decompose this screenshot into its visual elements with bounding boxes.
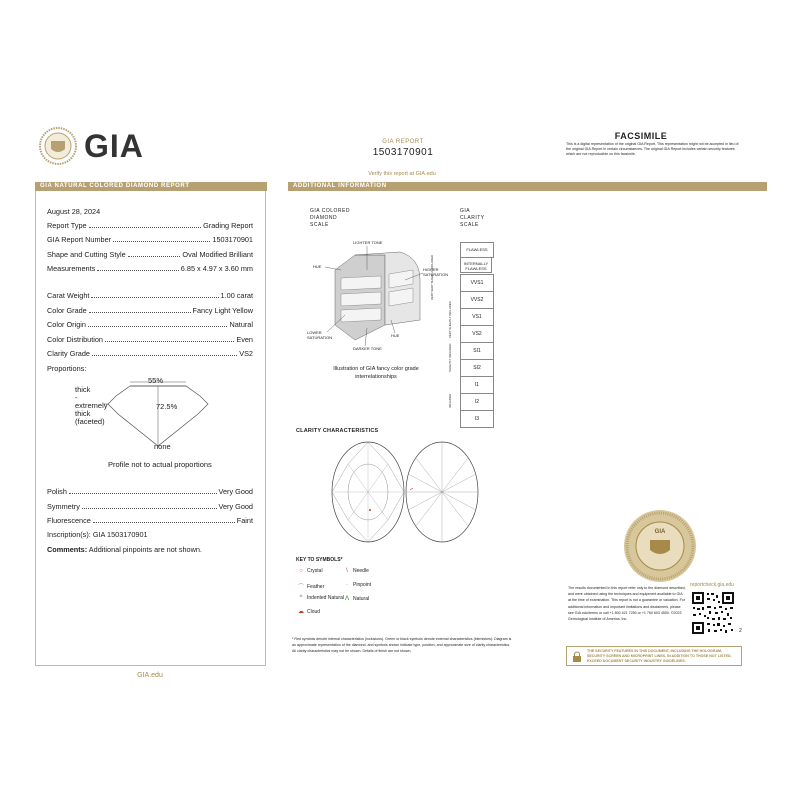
gia-logo-text: GIA [84, 128, 144, 164]
qr-code[interactable] [690, 590, 736, 636]
facsimile-title: FACSIMILE [614, 131, 668, 141]
row-report-type: Report Type Grading Report [47, 221, 253, 230]
natural-icon: ᐱ [344, 596, 350, 602]
report-check-link[interactable]: reportcheck.gia.edu [690, 582, 734, 588]
clarity-si2: SI2 [460, 359, 494, 377]
gia-seal [623, 509, 697, 583]
row-fluorescence: Fluorescence Faint [47, 516, 253, 525]
key-crystal: ○ Crystal [299, 568, 323, 574]
feather-icon: ⌒ [298, 585, 305, 591]
oval-plot-icon [330, 440, 480, 545]
clarity-vs2: VS2 [460, 325, 494, 343]
label-lower-saturation: LOWER SATURATION [307, 330, 333, 340]
clarity-scale-title: GIA CLARITY SCALE [460, 208, 485, 228]
row-clarity: Clarity Grade VS2 [47, 349, 253, 358]
row-carat: Carat Weight 1.00 carat [47, 291, 253, 300]
cloud-icon: ☁ [298, 609, 304, 615]
clarity-si1: SI1 [460, 342, 494, 360]
row-polish: Polish Very Good [47, 487, 253, 496]
label-hue-2: HUE [391, 333, 400, 338]
report-date: August 28, 2024 [47, 207, 101, 216]
report-label: GIA REPORT [382, 139, 424, 145]
security-note: THE SECURITY FEATURES IN THIS DOCUMENT, INCLUDING THE HOLOGRAM, SECURITY SCREEN AND MICROPRINT LINES, IN ADDITION TO THOSE NOT LISTED, EXCEED DOCUMENT SECURITY INDUSTRY GUIDELINES. [587, 649, 732, 663]
key-indented-natural: ^ Indented Natural [299, 595, 344, 601]
clarity-group-vvs: VERY VERY SLIGHTLY INCLUDED [430, 255, 434, 300]
row-color-origin: Color Origin Natural [47, 320, 253, 329]
key-footnote: * Red symbols denote internal characteristics (inclusions). Green or black symbols denote external characteristics (blemishes). Diagram is an approximate representation of the diamond, and symbols shown indicate type, position, and approximate size of clarity characteristics. All clarity characteristics may not be shown. Details of finish are not shown. [292, 637, 512, 653]
pinpoint-icon: · [346, 582, 348, 588]
color-scale-title: GIA COLORED DIAMOND SCALE [310, 208, 350, 228]
gia-seal-icon [38, 126, 78, 166]
color-scale-diagram [305, 240, 449, 360]
disclaimer: The results documented in this report refer only to the diamond described, and were obtained using the techniques and equipment available to GIA at the time of examination. This report is not a guarantee or valuation. For additional information and important limitations and disclaimers, please see GIA.edu/terms or call +1 800 421 7250 or +1 760 603 4500. ©2023 Gemological Institute of America, Inc. [568, 586, 686, 622]
key-natural: ᐱ Natural [344, 595, 370, 602]
row-measurements: Measurements 6.85 x 4.97 x 3.60 mm [47, 264, 253, 273]
crystal-icon: ○ [299, 568, 303, 574]
gia-logo [38, 128, 168, 166]
facsimile-note: This is a digital representation of the original GIA Report. This representation might not be accepted in lieu of the original GIA Report in certain circumstances. The original GIA Report includes certain security features which are not reproducible on this facsimile. [566, 142, 739, 156]
key-title: KEY TO SYMBOLS* [296, 557, 343, 563]
plot-diagram [330, 440, 480, 545]
row-color-grade: Color Grade Fancy Light Yellow [47, 306, 253, 315]
label-hue: HUE [313, 264, 322, 269]
proportions-label: Proportions: [47, 364, 87, 373]
clarity-if: INTERNALLY FLAWLESS [460, 257, 492, 273]
row-color-distribution: Color Distribution Even [47, 335, 253, 344]
clarity-group-si: SLIGHTLY INCLUDED [448, 343, 452, 372]
indented-natural-icon: ^ [299, 595, 303, 601]
clarity-vvs2: VVS2 [460, 291, 494, 309]
footer-link[interactable]: GIA.edu [137, 672, 163, 679]
lock-icon [571, 651, 583, 663]
label-darker-tone: DARKER TONE [353, 346, 382, 351]
clarity-i2: I2 [460, 393, 494, 411]
qr-suffix: 2 [739, 628, 742, 634]
row-shape: Shape and Cutting Style Oval Modified Brilliant [47, 250, 253, 259]
right-section-bar: ADDITIONAL INFORMATION [288, 182, 767, 191]
clarity-vs1: VS1 [460, 308, 494, 326]
verify-link[interactable]: Verify this report at GIA.edu [368, 171, 436, 177]
comments: Comments: Additional pinpoints are not shown. [47, 545, 202, 554]
row-symmetry: Symmetry Very Good [47, 502, 253, 511]
qr-code-icon [690, 590, 736, 636]
security-box [566, 646, 742, 666]
proportions-diagram [70, 374, 230, 474]
label-lighter-tone: LIGHTER TONE [353, 240, 383, 245]
needle-icon: \ [346, 568, 348, 574]
prop-table: 55% [148, 376, 164, 385]
seal-text: GIA [654, 529, 666, 535]
key-feather: ⌒ Feather [298, 583, 325, 591]
clarity-characteristics-title: CLARITY CHARACTERISTICS [296, 428, 379, 434]
key-cloud: ☁ Cloud [298, 608, 321, 615]
prop-caption: Profile not to actual proportions [108, 460, 212, 469]
clarity-group-i: INCLUDED [448, 393, 452, 408]
row-report-number: GIA Report Number 1503170901 [47, 235, 253, 244]
clarity-i3: I3 [460, 410, 494, 428]
inscription: Inscription(s): GIA 1503170901 [47, 530, 148, 539]
left-section-bar: GIA NATURAL COLORED DIAMOND REPORT [35, 182, 267, 191]
label-higher-saturation: HIGHER SATURATION [423, 267, 449, 277]
prop-culet: none [154, 442, 171, 451]
color-scale-caption: Illustration of GIA fancy color grade interrelationships [333, 366, 419, 380]
clarity-i1: I1 [460, 376, 494, 394]
clarity-flawless: FLAWLESS [460, 242, 494, 258]
prop-depth: 72.5% [156, 402, 178, 411]
prop-girdle: thick - extremely thick (faceted) [75, 385, 108, 426]
gold-seal-icon [623, 509, 697, 583]
clarity-vvs1: VVS1 [460, 274, 494, 292]
key-pinpoint: · Pinpoint [346, 582, 372, 588]
report-number: 1503170901 [372, 147, 434, 158]
clarity-group-vs: VERY SLIGHTLY INCLUDED [448, 301, 452, 338]
key-needle: \ Needle [344, 568, 369, 574]
